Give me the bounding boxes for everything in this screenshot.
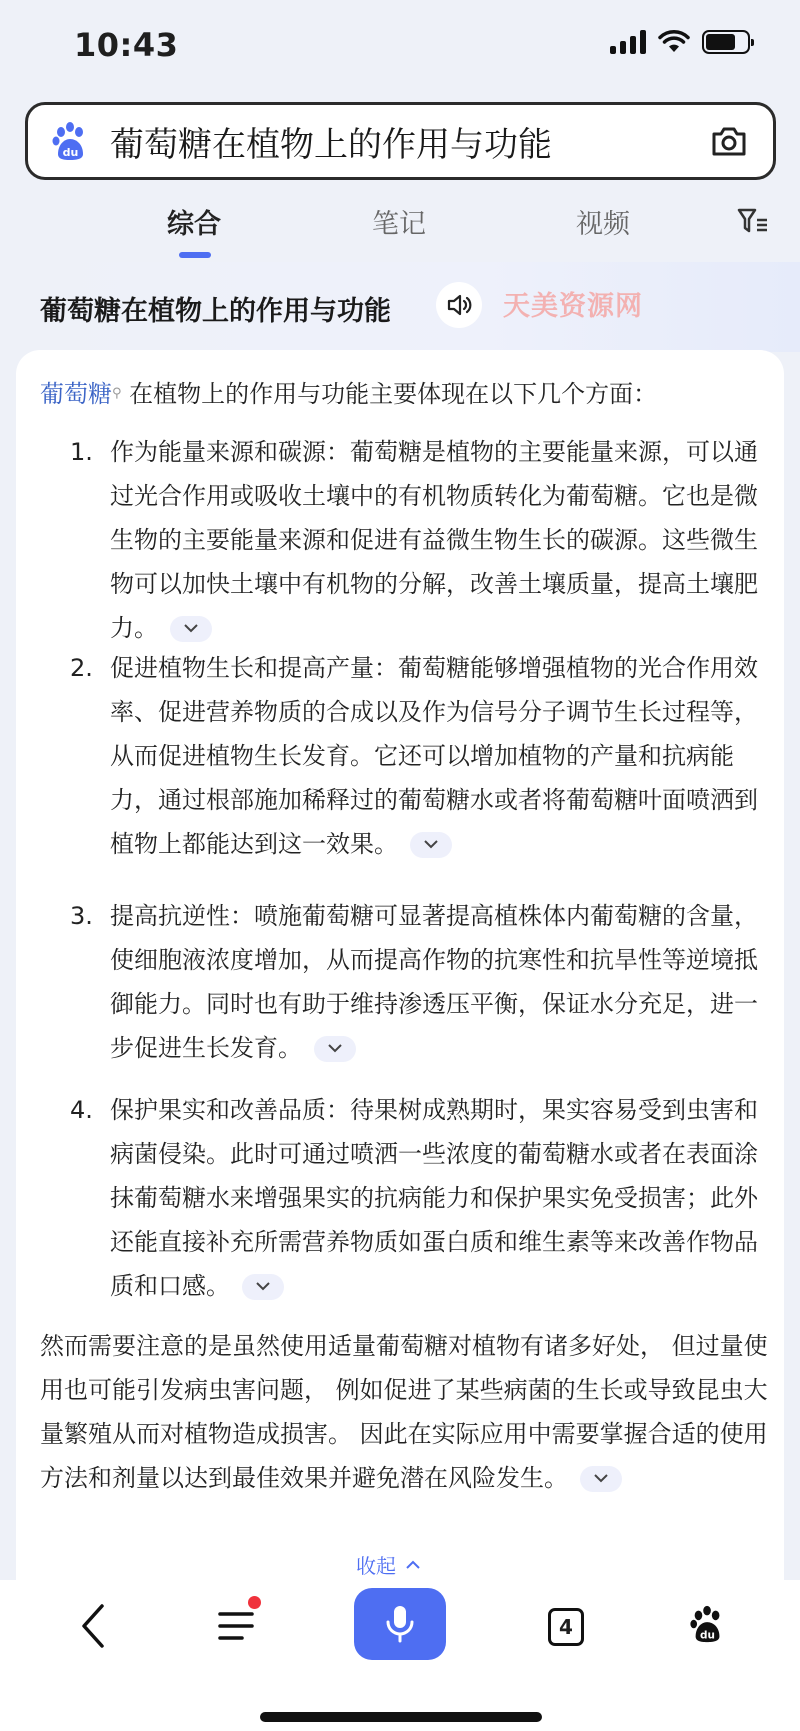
cellular-signal-icon — [610, 30, 646, 54]
expand-button[interactable] — [170, 616, 212, 642]
back-arrow-icon[interactable] — [76, 1602, 110, 1650]
list-item-text — [110, 430, 770, 650]
baidu-paw-logo-icon — [50, 120, 92, 162]
expand-button[interactable] — [314, 1036, 356, 1062]
open-tabs-count-button[interactable]: 4 — [548, 1608, 584, 1646]
answer-header — [0, 262, 800, 352]
speaker-icon — [446, 293, 472, 317]
status-bar — [0, 0, 800, 90]
list-item-number: 3. — [70, 902, 93, 930]
list-item-number: 2. — [70, 654, 93, 682]
menu-icon[interactable] — [216, 1606, 256, 1646]
answer-conclusion — [40, 1324, 770, 1500]
battery-icon — [702, 30, 750, 54]
chevron-down-icon — [256, 1282, 270, 1291]
list-item-body: 作为能量来源和碳源：葡萄糖是植物的主要能量来源，可以通过光合作用或吸收土壤中的有机物质转化为葡萄糖。它也是微生物的主要能量来源和促进有益微生物生长的碳源。这些微生物可以加快土壤中有机物的分解，改善土壤质量，提高土壤肥力。 — [110, 438, 758, 642]
answer-title: 葡萄糖在植物上的作用与功能 — [40, 296, 391, 327]
tab-notes[interactable]: 笔记 — [372, 209, 426, 240]
search-mini-icon: ⚲ — [112, 386, 122, 401]
list-item-body: 提高抗逆性：喷施葡萄糖可显著提高植株体内葡萄糖的含量，使细胞液浓度增加，从而提高作物的抗寒性和抗旱性等逆境抵御能力。同时也有助于维持渗透压平衡，保证水分充足，进一步促进生长发育。 — [110, 902, 758, 1062]
read-aloud-button[interactable] — [436, 282, 482, 328]
svg-text:du: du — [700, 1629, 716, 1642]
chevron-up-icon — [406, 1560, 420, 1569]
chevron-down-icon — [594, 1474, 608, 1483]
microphone-icon — [385, 1604, 415, 1644]
list-item-text — [110, 894, 770, 1070]
result-tabs — [0, 196, 800, 260]
search-query-text[interactable]: 葡萄糖在植物上的作用与功能 — [110, 124, 552, 165]
intro-text: 在植物上的作用与功能主要体现在以下几个方面： — [129, 380, 658, 408]
entity-link[interactable]: 葡萄糖 — [40, 380, 112, 408]
collapse-button[interactable] — [356, 1550, 420, 1579]
svg-text:du: du — [62, 146, 79, 159]
list-item-text — [110, 646, 770, 866]
answer-card — [16, 350, 784, 1580]
chevron-down-icon — [328, 1044, 342, 1053]
baidu-home-icon[interactable] — [688, 1604, 728, 1644]
chevron-down-icon — [424, 840, 438, 849]
watermark-text: 天美资源网 — [503, 291, 643, 322]
list-item-number: 1. — [70, 438, 93, 466]
camera-icon[interactable] — [709, 121, 749, 161]
conclusion-text: 然而需要注意的是虽然使用适量葡萄糖对植物有诸多好处， 但过量使用也可能引发病虫害问题， 例如促进了某些病菌的生长或导致昆虫大量繁殖从而对植物造成损害。 因此在实际应用中需要掌握合适的使用方法和剂量以达到最佳效果并避免潜在风险发生。 — [40, 1332, 768, 1492]
answer-intro — [40, 374, 657, 414]
list-item-number: 4. — [70, 1096, 93, 1124]
voice-search-button[interactable] — [354, 1588, 446, 1660]
list-item-text — [110, 1088, 770, 1308]
wifi-icon — [658, 30, 690, 54]
clock: 10:43 — [74, 26, 179, 64]
collapse-label: 收起 — [356, 1554, 396, 1578]
home-indicator — [260, 1712, 542, 1722]
expand-button[interactable] — [410, 832, 452, 858]
notification-dot — [248, 1596, 261, 1609]
chevron-down-icon — [184, 624, 198, 633]
tab-comprehensive[interactable]: 综合 — [167, 209, 221, 240]
expand-button[interactable] — [242, 1274, 284, 1300]
bottom-nav-bar — [0, 1580, 800, 1731]
tab-videos[interactable]: 视频 — [576, 209, 630, 240]
expand-button[interactable] — [580, 1466, 622, 1492]
active-tab-indicator — [179, 252, 211, 258]
list-item-body: 保护果实和改善品质：待果树成熟期时，果实容易受到虫害和病菌侵染。此时可通过喷洒一些浓度的葡萄糖水或者在表面涂抹葡萄糖水来增强果实的抗病能力和保护果实免受损害；此外还能直接补充所需营养物质如蛋白质和维生素等来改善作物品质和口感。 — [110, 1096, 758, 1300]
status-icons — [610, 30, 750, 54]
filter-icon[interactable] — [737, 206, 769, 236]
search-box[interactable] — [25, 102, 776, 180]
list-item-body: 促进植物生长和提高产量：葡萄糖能够增强植物的光合作用效率、促进营养物质的合成以及作为信号分子调节生长过程等，从而促进植物生长发育。它还可以增加植物的产量和抗病能力，通过根部施加稀释过的葡萄糖水或者将葡萄糖叶面喷洒到植物上都能达到这一效果。 — [110, 654, 758, 858]
